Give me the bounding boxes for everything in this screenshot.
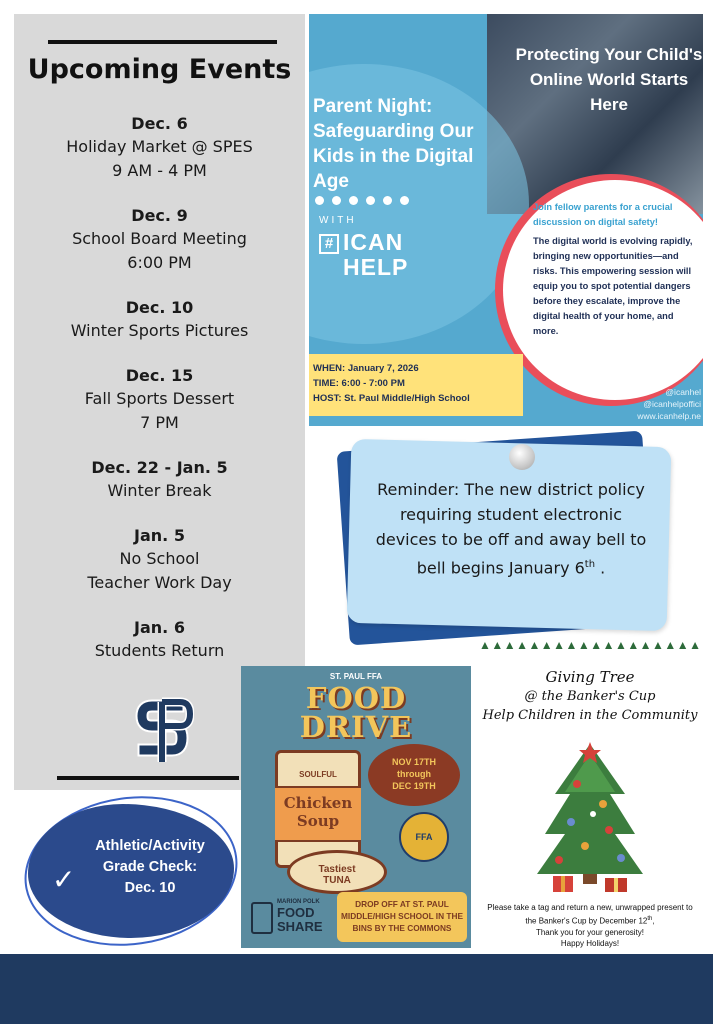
tuna-text [287, 864, 387, 886]
event-item [14, 296, 305, 343]
christmas-tree-icon [535, 734, 645, 894]
soup-word: Soup [296, 812, 340, 830]
soulful-text: SOULFUL [299, 770, 337, 779]
ffa-label: ST. PAUL FFA [329, 672, 383, 681]
giving-tree-location: @ the Banker's Cup [524, 689, 656, 704]
social-handle: @icanhel [665, 387, 701, 397]
event-details [313, 361, 470, 406]
giving-tree-card [479, 638, 701, 978]
ffa-emblem-text: FFA [415, 832, 433, 842]
holidays-line: Happy Holidays! [560, 939, 620, 949]
thanks-line: Thank you for your generosity! [535, 927, 645, 937]
host-line: HOST: St. Paul Middle/High School [313, 393, 470, 404]
event-description: No School [119, 549, 200, 568]
instructions-sup: th [647, 915, 653, 922]
tuna-word: TUNA [323, 875, 351, 886]
with-label: WITH [319, 215, 357, 226]
website-url: www.icanhelp.ne [637, 411, 701, 421]
end-date: DEC 19TH [392, 781, 436, 791]
logo-line-1: ICAN [343, 229, 404, 255]
flyer-headline: Parent Night: Safeguarding Our Kids in the Digital Age [313, 96, 474, 192]
hashtag-icon: # [319, 234, 339, 254]
top-divider [48, 40, 277, 44]
event-date: Jan. 5 [134, 526, 185, 545]
giving-tree-title: Giving Tree [545, 668, 635, 686]
reminder-end: . [600, 558, 606, 578]
grade-line-1: Athletic/Activity [95, 838, 205, 854]
dot-row [315, 196, 409, 205]
ican-help-logo [343, 230, 408, 280]
chicken-word: Chicken [283, 794, 353, 812]
sp-logo-icon [134, 696, 194, 766]
title-line-2: DRIVE [299, 710, 413, 744]
bubble-lead: Join fellow parents for a crucial discussion on digital safety! [533, 202, 673, 227]
time-line: TIME: 6:00 - 7:00 PM [313, 378, 405, 389]
reminder-body: Reminder: The new district policy requiring student electronic devices to be off and away bell to bell begins January 6 [375, 480, 647, 578]
logo-line-2: HELP [343, 254, 409, 280]
giving-tree-heading [479, 668, 701, 725]
grade-check-text [58, 836, 242, 899]
event-description: Fall Sports Dessert [84, 389, 235, 408]
event-date: Dec. 9 [131, 206, 188, 225]
protect-heading: Protecting Your Child's Online World Starts Here [515, 45, 703, 114]
event-date: Dec. 15 [125, 366, 194, 385]
info-bubble-text [533, 200, 701, 339]
tastiest-word: Tastiest [318, 864, 356, 875]
event-description: Teacher Work Day [87, 573, 232, 592]
event-description: Winter Break [107, 481, 212, 500]
grade-line-2: Grade Check: [102, 859, 198, 875]
bottom-divider [57, 776, 239, 780]
event-time: 7 PM [140, 413, 179, 432]
share-line-2: SHARE [277, 919, 323, 934]
event-date: Dec. 22 - Jan. 5 [91, 458, 228, 477]
title-line-1: FOOD [305, 681, 407, 715]
event-description: Winter Sports Pictures [70, 321, 249, 340]
footer-band [0, 954, 713, 1024]
event-item [14, 616, 305, 663]
chicken-soup-text [275, 794, 361, 830]
reminder-superscript: th [584, 559, 596, 570]
checkmark-icon: ✓ [52, 864, 76, 895]
bubble-body: The digital world is evolving rapidly, bringing new opportunities—and risks. This empowering session will equip you to spot potential dangers before they escalate, improve the digital health of your home, and more. [533, 236, 693, 336]
event-date: Jan. 6 [134, 618, 185, 637]
event-item [14, 456, 305, 503]
reminder-text [370, 477, 652, 580]
share-line-1: FOOD [277, 905, 315, 920]
event-item [14, 364, 305, 435]
pushpin-icon [509, 444, 535, 470]
parent-night-flyer [309, 14, 703, 426]
event-item [14, 204, 305, 275]
event-description: Students Return [94, 641, 225, 660]
when-line: WHEN: January 7, 2026 [313, 363, 419, 374]
events-list [14, 112, 305, 684]
food-drive-flyer [241, 666, 471, 948]
giving-tree-instructions [483, 902, 697, 950]
social-handles [637, 386, 701, 422]
start-date: NOV 17TH [391, 757, 436, 767]
drive-dates [368, 756, 460, 792]
event-description: School Board Meeting [72, 229, 247, 248]
event-date: Dec. 6 [131, 114, 188, 133]
instructions-line [483, 902, 697, 927]
instructions-body: Please take a tag and return a new, unwrapped present to the Banker's Cup by December 12 [487, 903, 693, 926]
event-time: 6:00 PM [127, 253, 192, 272]
through-word: through [397, 769, 431, 779]
drop-off-text: DROP OFF AT ST. PAUL MIDDLE/HIGH SCHOOL IN THE BINS BY THE COMMONS [341, 899, 463, 933]
event-item [14, 112, 305, 183]
share-small: MARION POLK [277, 899, 320, 905]
food-share-logo [277, 898, 323, 934]
event-description: Holiday Market @ SPES [66, 137, 253, 156]
instructions-end: , [652, 916, 655, 926]
grade-line-3: Dec. 10 [124, 880, 176, 896]
events-title: Upcoming Events [27, 54, 292, 85]
event-item [14, 524, 305, 595]
wheat-icon [251, 902, 273, 934]
giving-tree-subtitle: Help Children in the Community [482, 708, 698, 723]
social-handle: @icanhelpoffici [643, 399, 701, 409]
event-date: Dec. 10 [125, 298, 194, 317]
food-drive-title [241, 681, 471, 744]
event-time: 9 AM - 4 PM [112, 161, 207, 180]
tree-border-top: ▲ ▲ ▲ ▲ ▲ ▲ ▲ ▲ ▲ ▲ ▲ ▲ ▲ ▲ ▲ ▲ ▲ ▲ [479, 638, 701, 652]
